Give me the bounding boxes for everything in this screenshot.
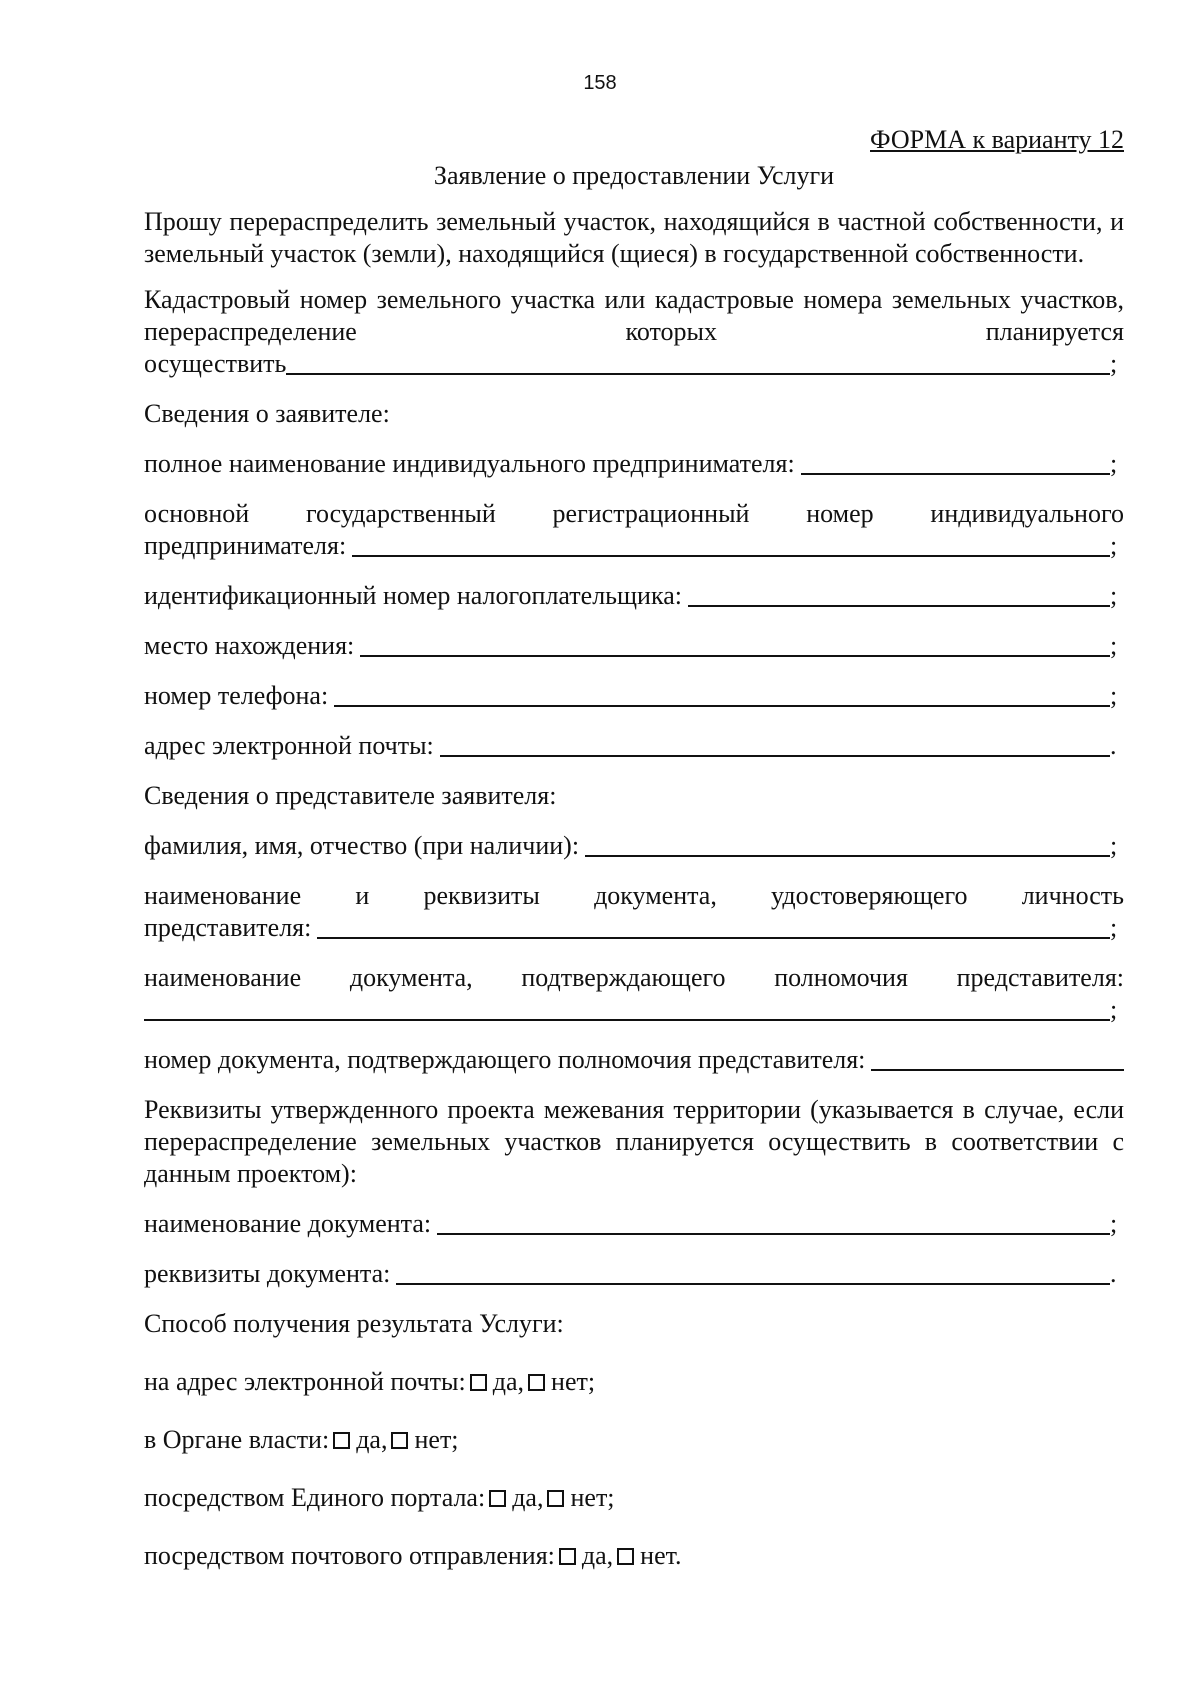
authority-doc-field[interactable] <box>144 995 1110 1021</box>
ogrnip-field[interactable] <box>352 531 1110 557</box>
id-doc-label: представителя: <box>144 913 312 942</box>
authority-doc-text: наименование документа, подтверждающего полномочия представителя: <box>144 963 1124 992</box>
intro-paragraph: Прошу перераспределить земельный участок, находящийся в частной собственности, и земельный участок (земли), находящийся (щиеся) в государственной собственности. <box>144 207 1124 268</box>
location-row: место нахождения: ; <box>144 631 1118 660</box>
doc-name-field[interactable] <box>437 1209 1110 1235</box>
result-option-post: посредством почтового отправления: да, нет. <box>144 1541 682 1570</box>
representative-heading: Сведения о представителе заявителя: <box>144 781 557 810</box>
doc-name-row: наименование документа: ; <box>144 1209 1118 1238</box>
ogrnip-row: предпринимателя: ; <box>144 531 1118 560</box>
id-doc-field[interactable] <box>317 913 1110 939</box>
phone-field[interactable] <box>334 681 1110 707</box>
authority-num-row <box>144 1044 1124 1076</box>
result-heading: Способ получения результата Услуги: <box>144 1309 564 1338</box>
cadastral-number-field[interactable] <box>286 349 1110 375</box>
authority-doc-row: ; <box>144 994 1124 1026</box>
phone-label: номер телефона: <box>144 681 329 710</box>
form-body <box>144 124 1124 1572</box>
result-option-label: в Органе власти: <box>144 1425 330 1454</box>
location-field[interactable] <box>360 631 1110 657</box>
result-option-portal: посредством Единого портала: да, нет; <box>144 1483 615 1512</box>
inn-row: идентификационный номер налогоплательщика: ; <box>144 581 1118 610</box>
cadastral-text: Кадастровый номер земельного участка или кадастровые номера земельных участков, перераспределение которых планируется <box>144 285 1124 346</box>
id-doc-row: представителя: ; <box>144 913 1118 942</box>
doc-details-field[interactable] <box>396 1259 1110 1285</box>
fio-label: фамилия, имя, отчество (при наличии): <box>144 831 580 860</box>
result-option-label: посредством Единого портала: <box>144 1483 486 1512</box>
full-name-row: полное наименование индивидуального предпринимателя: ; <box>144 449 1118 478</box>
yes-checkbox[interactable] <box>470 1374 487 1391</box>
ogrnip-text: основной государственный регистрационный номер индивидуального <box>144 499 1124 528</box>
doc-details-label: реквизиты документа: <box>144 1259 391 1288</box>
yes-checkbox[interactable] <box>489 1490 506 1507</box>
fio-field[interactable] <box>585 831 1110 857</box>
full-name-label: полное наименование индивидуального предпринимателя: <box>144 449 795 478</box>
phone-row: номер телефона: ; <box>144 681 1118 710</box>
inn-label: идентификационный номер налогоплательщика: <box>144 581 682 610</box>
form-reference: ФОРМА к варианту 12 <box>870 125 1124 154</box>
no-checkbox[interactable] <box>617 1548 634 1565</box>
id-doc-text: наименование и реквизиты документа, удостоверяющего личность <box>144 881 1124 910</box>
authority-num-field[interactable] <box>871 1045 1124 1071</box>
result-option-email: на адрес электронной почты: да, нет; <box>144 1367 596 1396</box>
doc-details-row: реквизиты документа: . <box>144 1259 1117 1288</box>
email-label: адрес электронной почты: <box>144 731 434 760</box>
page-number: 158 <box>583 72 617 94</box>
project-text: Реквизиты утвержденного проекта межевания территории (указывается в случае, если перераспределение земельных участков планируется осуществить в соответствии с данным проектом): <box>144 1095 1124 1188</box>
form-title: Заявление о предоставлении Услуги <box>433 161 835 190</box>
yes-checkbox[interactable] <box>559 1548 576 1565</box>
result-option-authority: в Органе власти: да, нет; <box>144 1425 459 1454</box>
no-checkbox[interactable] <box>528 1374 545 1391</box>
email-row: адрес электронной почты: . <box>144 731 1117 760</box>
ogrnip-label: предпринимателя: <box>144 531 347 560</box>
no-checkbox[interactable] <box>547 1490 564 1507</box>
full-name-field[interactable] <box>801 449 1110 475</box>
fio-row: фамилия, имя, отчество (при наличии): ; <box>144 831 1118 860</box>
yes-checkbox[interactable] <box>333 1432 350 1449</box>
inn-field[interactable] <box>688 581 1110 607</box>
location-label: место нахождения: <box>144 631 355 660</box>
result-option-label: на адрес электронной почты: <box>144 1367 466 1396</box>
result-option-label: посредством почтового отправления: <box>144 1541 555 1570</box>
cadastral-field-row: осуществить ; <box>144 349 1118 378</box>
email-field[interactable] <box>440 731 1110 757</box>
applicant-heading: Сведения о заявителе: <box>144 399 390 428</box>
doc-name-label: наименование документа: <box>144 1209 432 1238</box>
cadastral-lead: осуществить <box>144 349 287 378</box>
no-checkbox[interactable] <box>391 1432 408 1449</box>
authority-num-label: номер документа, подтверждающего полномочия представителя: <box>144 1045 866 1074</box>
